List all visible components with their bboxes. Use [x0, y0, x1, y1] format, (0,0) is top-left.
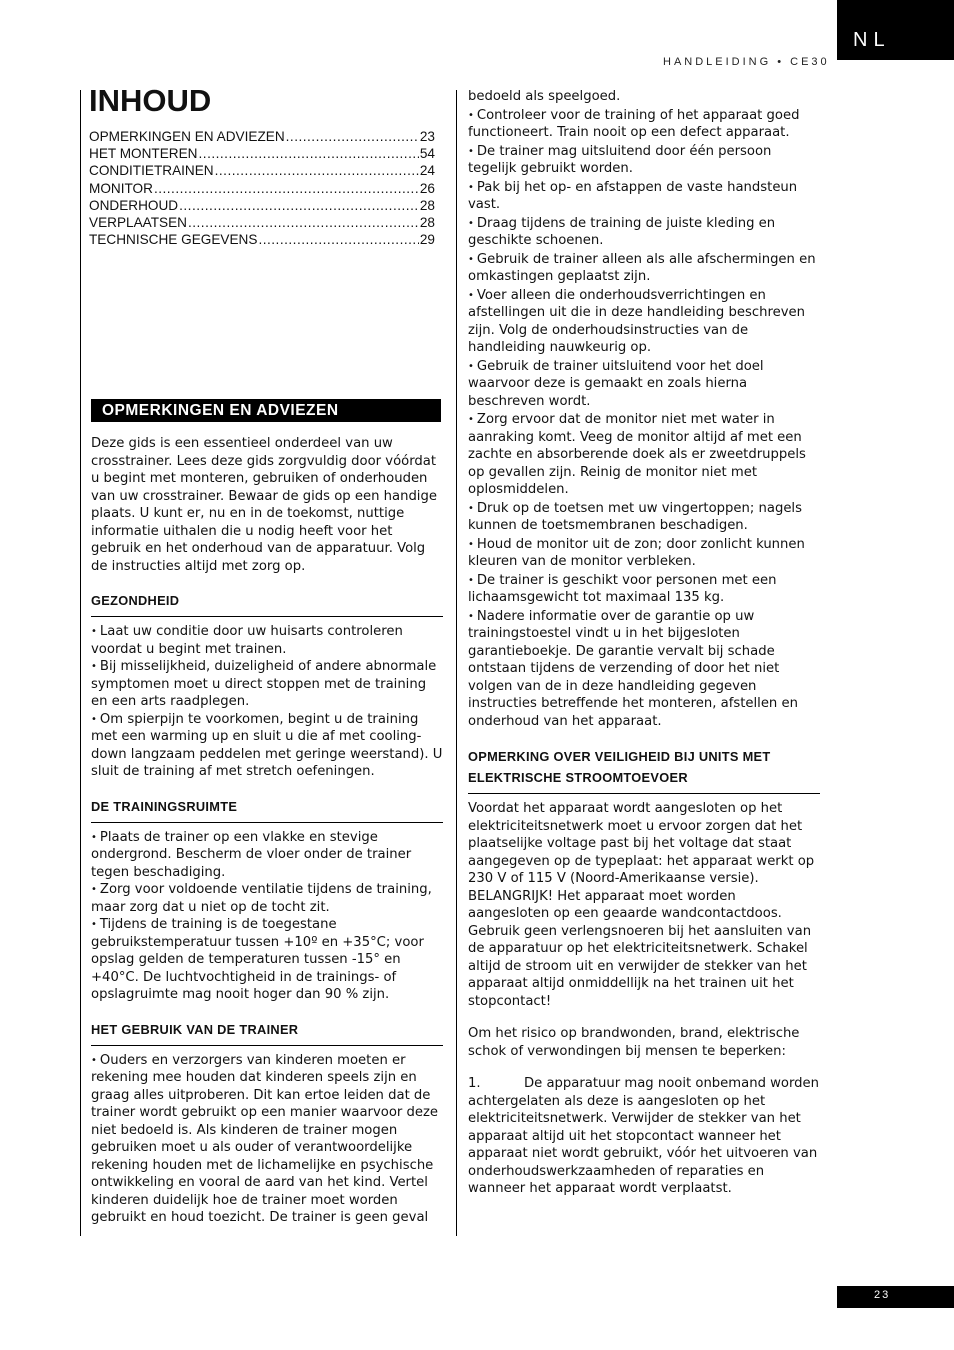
subheading-trainingsruimte: DE TRAININGSRUIMTE	[91, 796, 443, 823]
list-item: • Pak bij het op- en afstappen de vaste handsteun vast.	[468, 179, 820, 214]
item-number: 1.	[468, 1076, 481, 1091]
electrical-paragraph: Voordat het apparaat wordt aangesloten op het elektriciteitsnetwerk moet u ervoor zorgen dat het plaatselijke voltage past bij het voltage dat staat aangegeven op de typeplaat: het apparaat werkt op 230 V of 115 V (Noord-Amerikaanse versie). BELANGRIJK! Het apparaat moet worden aangesloten op een geaarde wandcontactdoos. Gebruik geen verlengsnoeren bij het aansluiten van de apparatuur op het elektriciteitsnetwerk. Schakel altijd de stroom uit en verwijder de stekker van het apparaat altijd onmiddellijk na het trainen uit het stopcontact!	[468, 801, 815, 1009]
list-item: • Ouders en verzorgers van kinderen moeten er rekening mee houden dat kinderen speels zijn en graag alles uitproberen. Dit kan ertoe leiden dat de trainer wordt gebruikt op een manier waarvoor deze niet bedoeld is. Als kinderen de trainer mogen gebruiken moet u als ouder of verantwoordelijke rekening houden met de lichamelijke en psychische ontwikkeling en vooral de aard van het kind. Vertel kinderen duidelijk hoe de trainer moet worden gebruikt en houd toezicht. De trainer is geen geval	[91, 1052, 443, 1227]
toc-entry[interactable]	[89, 180, 435, 197]
list-item: • Zorg ervoor dat de monitor niet met water in aanraking komt. Veeg de monitor altijd af met een zachte en absorberende doek als er zweetdruppels op gevallen zijn. Reinig de monitor niet met oplosmiddelen.	[468, 411, 820, 499]
list-item: • Gebruik de trainer uitsluitend voor het doel waarvoor deze is gemaakt en zoals hierna beschreven wordt.	[468, 358, 820, 411]
toc-page: 23	[419, 129, 435, 144]
language-tab: NL	[837, 0, 954, 60]
list-item: • Voer alleen die onderhoudsverrichtingen en afstellingen uit die in deze handleiding beschreven zijn. Volg de onderhoudsinstructies van de handleiding nauwkeurig op.	[468, 287, 820, 357]
list-item: • Nadere informatie over de garantie op uw trainingstoestel vindt u in het bijgesloten garantieboekje. De garantie vervalt bij schade ontstaan tijdens de verzending of door het niet volgen van de in deze handleiding gegeven instructies betreffende het monteren, afstellen en onderhoud van het apparaat.	[468, 608, 820, 731]
continuation-text: bedoeld als speelgoed.	[468, 89, 621, 104]
toc-page: 28	[419, 197, 435, 213]
list-item: • Bij misselijkheid, duizeligheid of andere abnormale symptomen moet u direct stoppen met de training en een arts raadplegen.	[91, 658, 443, 711]
list-item: • Tijdens de training is de toegestane gebruikstemperatuur tussen +10º en +35°C; voor opslag gelden de temperaturen tussen -15° en +40°C. De luchtvochtigheid in de trainings- of opslagruimte mag nooit hoger dan 90 % zijn.	[91, 916, 443, 1004]
toc-label: VERPLAATSEN	[89, 215, 187, 231]
running-head: HANDLEIDING • CE30	[663, 56, 830, 68]
table-of-contents	[89, 128, 435, 248]
page-title: INHOUD	[89, 83, 212, 118]
toc-page: 28	[419, 215, 435, 231]
toc-label: TECHNISCHE GEGEVENS	[89, 232, 258, 248]
list-item: • Draag tijdens de training de juiste kleding en geschikte schoenen.	[468, 215, 820, 250]
left-column-body	[91, 435, 443, 1227]
list-item: • De trainer mag uitsluitend door één persoon tegelijk gebruikt worden.	[468, 143, 820, 178]
list-item: • Gebruik de trainer alleen als alle afschermingen en omkastingen geplaatst zijn.	[468, 251, 820, 286]
toc-page: 54	[419, 146, 435, 162]
column-divider	[456, 90, 457, 1236]
toc-page: 26	[419, 180, 435, 196]
toc-label: CONDITIETRAINEN	[89, 163, 214, 179]
list-item: • De trainer is geschikt voor personen met een lichaamsgewicht tot maximaal 135 kg.	[468, 572, 820, 607]
subheading-gezondheid: GEZONDHEID	[91, 590, 443, 617]
toc-entry[interactable]	[89, 145, 435, 162]
list-item: • Houd de monitor uit de zon; door zonlicht kunnen kleuren van de monitor verbleken.	[468, 536, 820, 571]
subheading-elektrisch: OPMERKING OVER VEILIGHEID BIJ UNITS MET ELEKTRISCHE STROOMTOEVOER	[468, 746, 820, 794]
numbered-item	[468, 1075, 820, 1198]
item-text: De apparatuur mag nooit onbemand worden achtergelaten als deze is aangesloten op het elektriciteitsnetwerk. Verwijder de stekker van het apparaat altijd uit het stopcontact wanneer het apparaat niet wordt gebruikt, vóór het uitvoeren van onderhoudswerkzaamheden of reparaties en wanneer het apparaat wordt verplaatst.	[468, 1076, 820, 1196]
subheading-gebruik: HET GEBRUIK VAN DE TRAINER	[91, 1019, 443, 1046]
left-rule	[80, 90, 81, 1236]
toc-entry[interactable]	[89, 162, 435, 179]
list-item: • Druk op de toetsen met uw vingertoppen; nagels kunnen de toetsmembranen beschadigen.	[468, 500, 820, 535]
intro-paragraph: Deze gids is een essentieel onderdeel van uw crosstrainer. Lees deze gids zorgvuldig door vóórdat u begint met monteren, gebruiken of onderhouden van uw crosstrainer. Bewaar de gids op een handige plaats. U kunt er, nu en in de toekomst, nuttige informatie uithalen die u nodig heeft voor het gebruik en het onderhoud van de apparatuur. Volg de instructies altijd met zorg op.	[91, 436, 437, 574]
section-heading-bar: OPMERKINGEN EN ADVIEZEN	[91, 399, 441, 422]
toc-page: 24	[419, 163, 435, 179]
list-item: • Zorg voor voldoende ventilatie tijdens de training, maar zorg dat u niet op de tocht zit.	[91, 881, 443, 916]
toc-label: OPMERKINGEN EN ADVIEZEN	[89, 129, 285, 144]
toc-entry[interactable]	[89, 231, 435, 248]
toc-label: MONITOR	[89, 180, 153, 196]
toc-label: HET MONTEREN	[89, 146, 198, 162]
toc-entry[interactable]	[89, 214, 435, 231]
right-column-body	[468, 88, 820, 1198]
list-item: • Plaats de trainer op een vlakke en stevige ondergrond. Bescherm de vloer onder de trainer tegen beschadiging.	[91, 829, 443, 882]
toc-label: ONDERHOUD	[89, 197, 179, 213]
list-item: • Laat uw conditie door uw huisarts controleren voordat u begint met trainen.	[91, 623, 443, 658]
toc-entry[interactable]	[89, 128, 435, 145]
toc-page: 29	[419, 232, 435, 248]
electrical-paragraph: Om het risico op brandwonden, brand, elektrische schok of verwondingen bij mensen te beperken:	[468, 1026, 800, 1059]
list-item: • Om spierpijn te voorkomen, begint u de training met een warming up en sluit u die af met cooling-down langzaam peddelen met geringe weerstand). U sluit de training af met stretch oefeningen.	[91, 711, 443, 781]
toc-entry[interactable]	[89, 197, 435, 214]
page-number: 23	[837, 1286, 954, 1308]
list-item: • Controleer voor de training of het apparaat goed functioneert. Train nooit op een defect apparaat.	[468, 107, 820, 142]
